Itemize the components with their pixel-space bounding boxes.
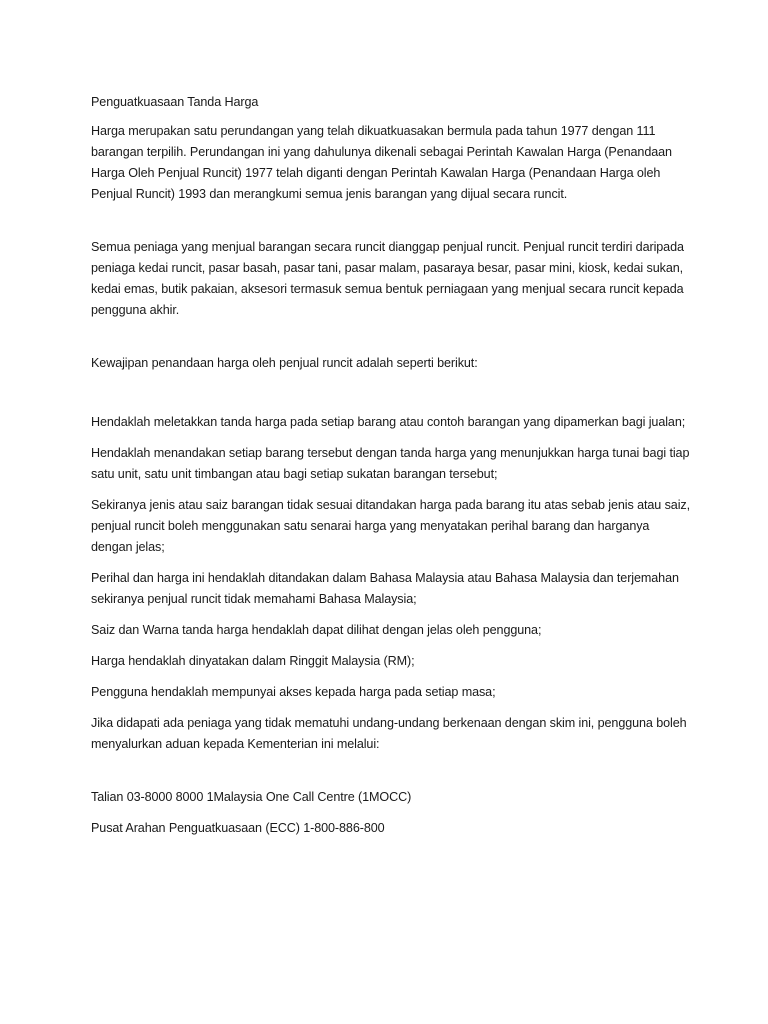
complaint-paragraph: Jika didapati ada peniaga yang tidak mematuhi undang-undang berkenaan dengan skim ini, pengguna boleh menyalurkan aduan kepada Kementerian ini melalui: [91, 716, 687, 751]
obligation-item: Hendaklah meletakkan tanda harga pada setiap barang atau contoh barangan yang dipamerkan bagi jualan; [91, 415, 686, 429]
obligation-item: Saiz dan Warna tanda harga hendaklah dapat dilihat dengan jelas oleh pengguna; [91, 623, 542, 637]
obligation-item: Pengguna hendaklah mempunyai akses kepada harga pada setiap masa; [91, 685, 496, 699]
document-title: Penguatkuasaan Tanda Harga [91, 95, 259, 109]
retailers-paragraph: Semua peniaga yang menjual barangan secara runcit dianggap penjual runcit. Penjual runcit terdiri daripada peniaga kedai runcit, pasar basah, pasar tani, pasar malam, pasaraya besar, pasar mini, kiosk, kedai sukan, kedai emas, butik pakaian, aksesori termasuk semua bentuk perniagaan yang menjual secara runcit kepada pengguna akhir. [91, 240, 684, 317]
obligation-item: Perihal dan harga ini hendaklah ditandakan dalam Bahasa Malaysia atau Bahasa Malaysia dan terjemahan sekiranya penjual runcit tidak memahami Bahasa Malaysia; [91, 571, 679, 606]
obligation-item: Hendaklah menandakan setiap barang tersebut dengan tanda harga yang menunjukkan harga tunai bagi tiap satu unit, satu unit timbangan atau bagi setiap sukatan barangan tersebut; [91, 446, 690, 481]
obligation-item: Harga hendaklah dinyatakan dalam Ringgit Malaysia (RM); [91, 654, 415, 668]
ecc-contact: Pusat Arahan Penguatkuasaan (ECC) 1-800-886-800 [91, 821, 385, 835]
obligation-item: Sekiranya jenis atau saiz barangan tidak sesuai ditandakan harga pada barang itu atas sebab jenis atau saiz, penjual runcit boleh menggunakan satu senarai harga yang menyatakan perihal barang dan harganya dengan jelas; [91, 498, 691, 554]
document-body [91, 92, 691, 839]
hotline-contact: Talian 03-8000 8000 1Malaysia One Call Centre (1MOCC) [91, 790, 412, 804]
intro-paragraph: Harga merupakan satu perundangan yang telah dikuatkuasakan bermula pada tahun 1977 dengan 111 barangan terpilih. Perundangan ini yang dahulunya dikenali sebagai Perintah Kawalan Harga (Penandaan Harga Oleh Penjual Runcit) 1977 telah diganti dengan Perintah Kawalan Harga (Penandaan Harga oleh Penjual Runcit) 1993 dan merangkumi semua jenis barangan yang dijual secara runcit. [91, 124, 672, 201]
obligations-heading: Kewajipan penandaan harga oleh penjual runcit adalah seperti berikut: [91, 356, 478, 370]
